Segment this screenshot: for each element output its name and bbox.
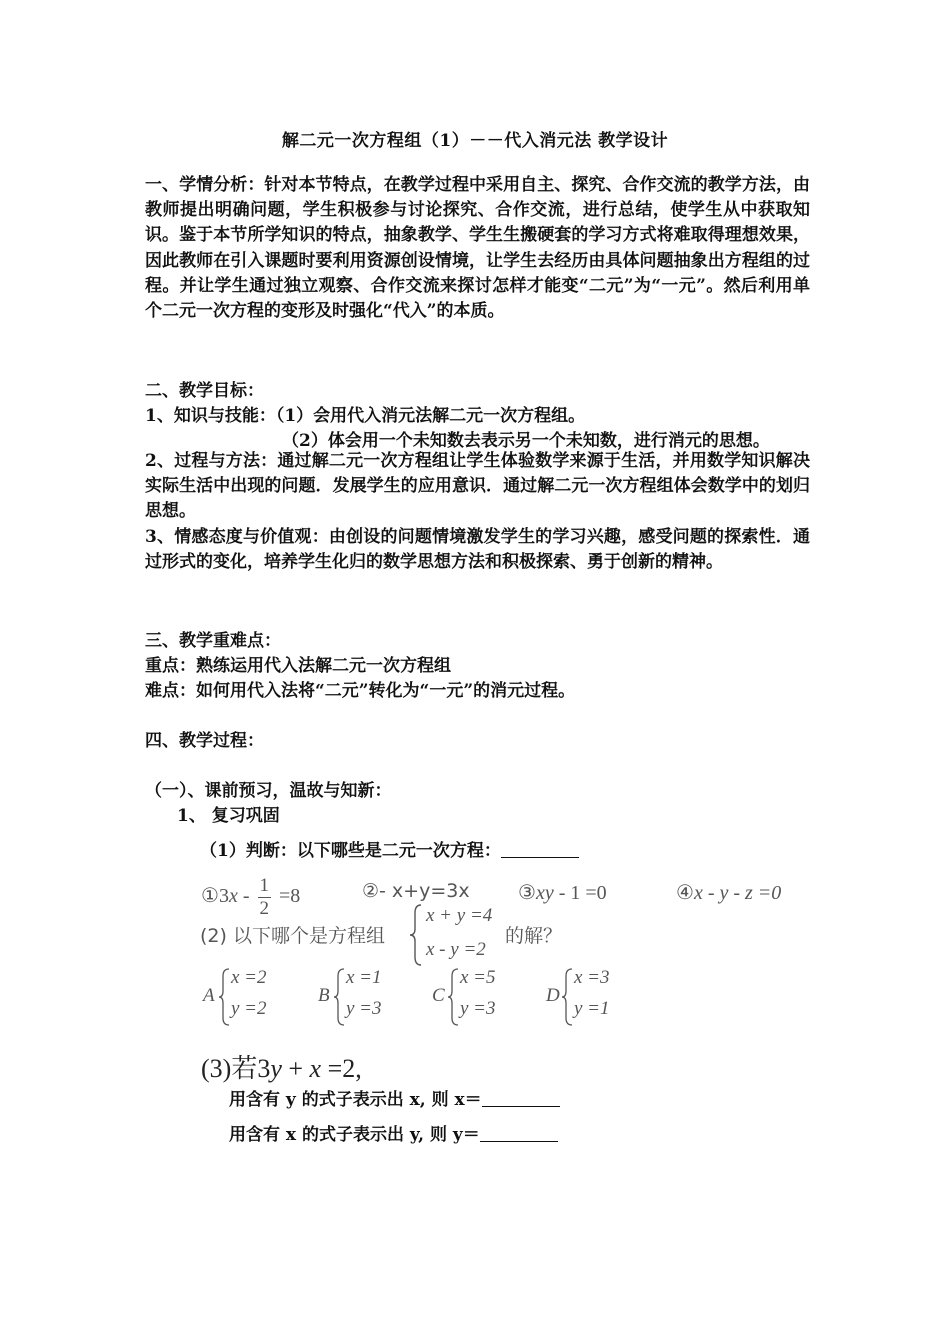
option-4-mark: ④ bbox=[676, 882, 694, 904]
choice-a-letter: A bbox=[203, 985, 215, 1006]
preview-subheading: （一）、课前预习，温故与知新： bbox=[145, 781, 392, 801]
goals-heading: 二、教学目标： bbox=[145, 381, 264, 401]
choice-c-letter: C bbox=[432, 985, 445, 1006]
goal-attitude: 3、情感态度与价值观：由创设的问题情境激发学生的学习兴趣，感受问题的探索性．通过形式的变化，培养学生化归的数学思想方法和积极探索、勇于创新的精神。 bbox=[145, 527, 810, 573]
fraction-denominator: 2 bbox=[259, 898, 269, 919]
option-1-fraction bbox=[258, 875, 272, 920]
choice-b-letter: B bbox=[318, 985, 330, 1006]
choice-d-row-1: x =3 bbox=[574, 967, 610, 988]
system-row-2 bbox=[426, 939, 486, 961]
key-points-heading: 三、教学重难点： bbox=[145, 631, 281, 651]
choice-a-row-2: y =2 bbox=[231, 998, 267, 1019]
question-2-prefix: (2) 以下哪个是方程组 bbox=[200, 925, 385, 947]
q3-line-2-text: 用含有 x 的式子表示出 y, 则 y＝ bbox=[229, 1125, 480, 1145]
goal-knowledge-2: （2）体会用一个未知数去表示另一个未知数，进行消元的思想。 bbox=[282, 431, 770, 451]
q3-tail: =2, bbox=[321, 1054, 362, 1083]
q3-plus: + bbox=[281, 1054, 310, 1083]
question-3-line-1 bbox=[229, 1085, 560, 1110]
review-item: 1、 复习巩固 bbox=[177, 806, 280, 826]
q3-line-1-text: 用含有 y 的式子表示出 x, 则 x＝ bbox=[229, 1090, 482, 1110]
fraction-numerator: 1 bbox=[259, 875, 269, 896]
choice-a-row-1: x =2 bbox=[231, 967, 267, 988]
choice-a-brace-icon bbox=[217, 967, 231, 1027]
choice-c-row-2: y =3 bbox=[460, 998, 496, 1019]
option-1-mark: ① bbox=[201, 885, 219, 908]
analysis-paragraph: 一、学情分析：针对本节特点，在教学过程中采用自主、探究、合作交流的教学方法，由教师提出明确问题，学生积极参与讨论探究、合作交流，进行总结，使学生从中获取知识。鉴于本节所学知识的特点，抽象教学、学生生搬硬套的学习方式将难取得理想效果，因此教师在引入课题时要利用资源创设情境，让学生去经历由具体问题抽象出方程组的过程。并让学生通过独立观察、合作交流来探讨怎样才能变“二元”为“一元”。然后利用单个二元一次方程的变形及时强化“代入”的本质。 bbox=[145, 175, 810, 322]
q3-x: x bbox=[309, 1054, 322, 1083]
system-row-1 bbox=[426, 905, 492, 927]
option-1-minus: - bbox=[237, 885, 255, 908]
process-heading: 四、教学过程： bbox=[145, 731, 264, 751]
option-4-expr: x - y - z =0 bbox=[693, 882, 782, 904]
option-1-var: x bbox=[228, 885, 238, 908]
q3-y: y bbox=[270, 1054, 282, 1083]
choice-d-row-2: y =1 bbox=[574, 998, 610, 1019]
system-row-2-text: x - y =2 bbox=[426, 939, 486, 960]
option-2: ②- x+y=3x bbox=[362, 880, 470, 902]
choice-d-brace-icon bbox=[560, 967, 574, 1027]
choice-d-letter: D bbox=[546, 985, 560, 1006]
q3-prefix: (3)若3 bbox=[201, 1054, 271, 1083]
question-2-suffix: 的解？ bbox=[505, 925, 563, 947]
key-point: 重点：熟练运用代入法解二元一次方程组 bbox=[145, 656, 451, 676]
choice-d bbox=[546, 967, 636, 1027]
question-1 bbox=[200, 836, 579, 861]
option-1 bbox=[201, 875, 300, 920]
answer-blank bbox=[501, 843, 579, 858]
choice-a bbox=[203, 967, 293, 1027]
goal-process: 2、过程与方法：通过解二元一次方程组让学生体验数学来源于生活，并用数学知识解决实际生活中出现的问题．发展学生的应用意识．通过解二元一次方程组体会数学中的划归思想。 bbox=[145, 451, 810, 522]
system-row-1-text: x + y =4 bbox=[426, 905, 493, 926]
choice-c bbox=[432, 967, 522, 1027]
option-3-tail: - 1 =0 bbox=[553, 882, 607, 904]
choice-b-row-2: y =3 bbox=[346, 998, 382, 1019]
option-1-coef: 3 bbox=[218, 885, 229, 908]
choice-c-brace-icon bbox=[446, 967, 460, 1027]
difficult-point: 难点：如何用代入法将“二元”转化为“一元”的消元过程。 bbox=[145, 681, 576, 701]
question-2-system bbox=[408, 903, 508, 967]
question-1-text: （1）判断：以下哪些是二元一次方程： bbox=[200, 841, 501, 861]
choice-b-row-1: x =1 bbox=[346, 967, 382, 988]
option-3-mark: ③ bbox=[518, 882, 536, 904]
choice-c-row-1: x =5 bbox=[460, 967, 496, 988]
answer-blank bbox=[480, 1127, 558, 1142]
choice-b-brace-icon bbox=[332, 967, 346, 1027]
option-4 bbox=[676, 880, 781, 905]
option-3 bbox=[518, 880, 607, 905]
answer-blank bbox=[482, 1092, 560, 1107]
system-brace-icon bbox=[408, 903, 424, 967]
goal-knowledge-1: 1、知识与技能：（1）会用代入消元法解二元一次方程组。 bbox=[145, 406, 586, 426]
choice-b bbox=[318, 967, 408, 1027]
question-3-equation bbox=[201, 1048, 362, 1085]
document-title: 解二元一次方程组（1）－－代入消元法 教学设计 bbox=[281, 131, 669, 151]
question-3-line-2 bbox=[229, 1120, 558, 1145]
option-3-var: xy bbox=[535, 882, 554, 904]
option-1-tail: =8 bbox=[274, 885, 301, 908]
